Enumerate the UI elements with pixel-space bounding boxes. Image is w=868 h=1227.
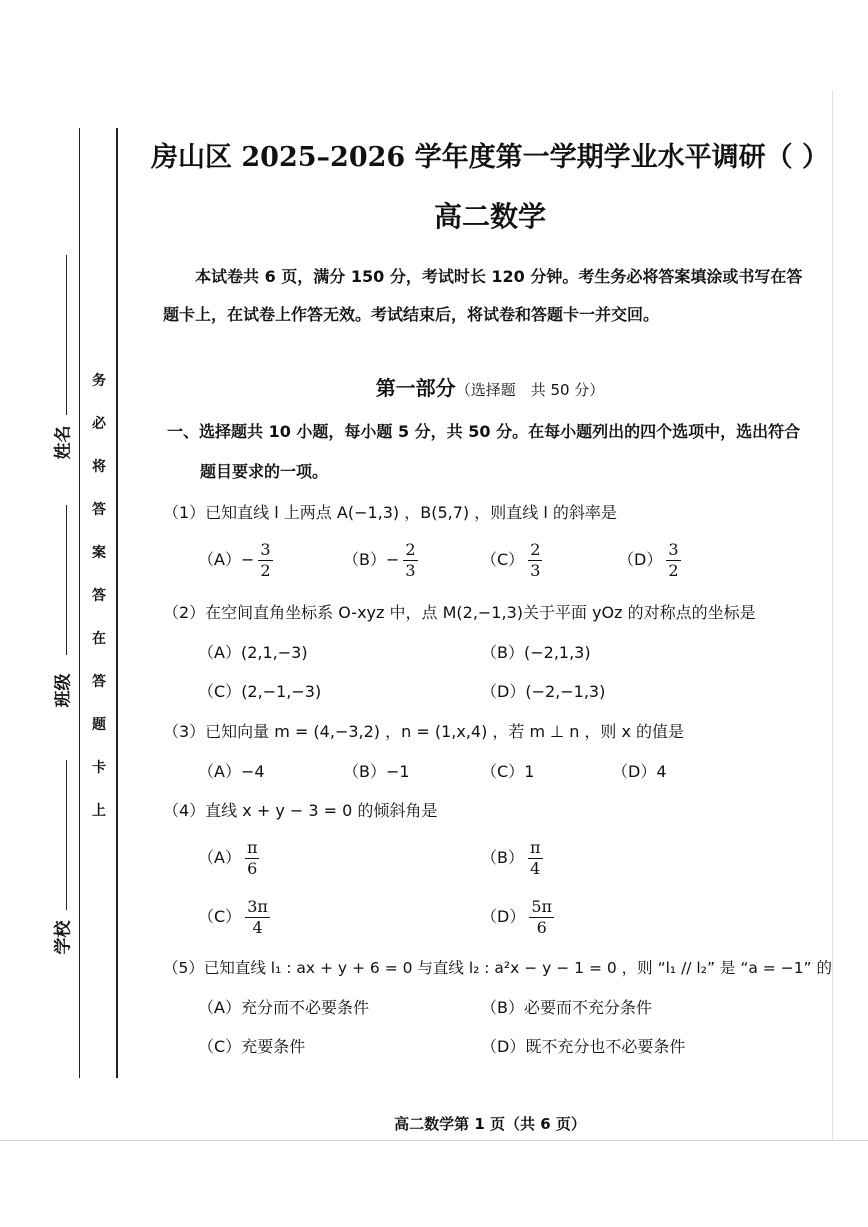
fraction-denominator: 6 [536, 918, 547, 937]
option-5b[interactable] [481, 995, 652, 1018]
class-underline [66, 505, 67, 655]
option-label: （A） [198, 550, 241, 569]
option-4c[interactable] [198, 897, 270, 938]
question-1-stem: （1）已知直线 l 上两点 A(−1,3) ，B(5,7) ，则直线 l 的斜率是 [163, 503, 617, 522]
name-label: 姓名 [53, 425, 74, 460]
option-1b[interactable] [343, 540, 418, 581]
option-text: (−2,1,3) [523, 643, 591, 662]
warning-char: 答 [92, 502, 106, 518]
binding-warning [87, 370, 111, 843]
question-5-stem: （5）已知直线 l₁ : ax + y + 6 = 0 与直线 l₂ : a²x − y − 1 = 0 ，则 “l₁ // l₂” 是 “a = −1” 的 [163, 959, 833, 977]
option-label: （B） [343, 550, 386, 569]
option-label: （B） [481, 848, 524, 867]
fraction-numerator: π [529, 838, 541, 857]
fraction-denominator: 3 [530, 561, 541, 580]
fraction-numerator: 5π [531, 897, 553, 916]
section-note: （选择题 共 50 分） [455, 381, 605, 399]
question-3-stem: （3）已知向量 m = (4,−3,2) ，n = (1,x,4) ，若 m ⊥ n ，则 x 的值是 [163, 722, 685, 741]
fraction-denominator: 2 [260, 561, 271, 580]
page-footer: 高二数学第 1 页（共 6 页） [394, 1115, 586, 1133]
option-1a[interactable] [198, 540, 273, 581]
option-4d[interactable] [481, 897, 554, 938]
warning-char: 案 [92, 545, 106, 561]
instruction-line-2: 题目要求的一项。 [200, 462, 329, 481]
option-1d[interactable] [618, 540, 681, 581]
option-label: （A） [198, 998, 241, 1017]
option-label: （D） [481, 1037, 526, 1056]
section-heading [140, 372, 840, 401]
option-fraction [528, 838, 543, 879]
binding-line-outer [79, 128, 80, 1078]
option-fraction [666, 540, 680, 581]
option-fraction [245, 838, 260, 879]
option-text: 必要而不充分条件 [523, 998, 652, 1017]
option-3c[interactable] [481, 759, 534, 782]
class-label: 班级 [53, 673, 74, 708]
option-5a[interactable] [198, 995, 369, 1018]
option-text: 1 [524, 762, 535, 781]
option-label: （C） [198, 907, 242, 926]
option-label: （D） [481, 907, 526, 926]
warning-char: 必 [92, 416, 106, 432]
warning-char: 在 [92, 631, 106, 647]
option-fraction [258, 540, 272, 581]
option-text: −1 [385, 762, 410, 781]
fraction-numerator: 3π [247, 897, 268, 916]
fraction-numerator: 2 [530, 540, 541, 559]
option-4a[interactable] [198, 838, 259, 879]
option-text: (−2,−1,3) [525, 682, 606, 701]
option-label: （B） [343, 762, 386, 781]
fraction-denominator: 3 [405, 561, 416, 580]
option-3d[interactable] [612, 759, 667, 782]
option-label: （D） [612, 762, 657, 781]
option-text: 充分而不必要条件 [240, 998, 369, 1017]
option-text: (2,1,−3) [240, 643, 308, 662]
option-label: （D） [481, 682, 526, 701]
fraction-denominator: 4 [252, 918, 263, 937]
option-label: （C） [198, 682, 242, 701]
fraction-numerator: 3 [668, 540, 679, 559]
section-instruction [167, 412, 817, 492]
option-text: 充要条件 [241, 1037, 306, 1056]
warning-char: 答 [92, 674, 106, 690]
warning-char: 将 [92, 459, 106, 475]
school-label: 学校 [53, 920, 74, 955]
option-fraction [403, 540, 417, 581]
warning-char: 上 [92, 803, 106, 819]
option-4b[interactable] [481, 838, 543, 879]
option-text: 既不充分也不必要条件 [525, 1037, 686, 1056]
section-title: 第一部分 [375, 376, 456, 400]
option-label: （C） [481, 550, 525, 569]
fraction-denominator: 4 [530, 859, 541, 878]
option-label: （B） [481, 998, 524, 1017]
warning-char: 务 [92, 373, 106, 389]
option-1c[interactable] [481, 540, 542, 581]
instruction-line-1: 一、选择题共 10 小题，每小题 5 分，共 50 分。在每小题列出的四个选项中，选出符合 [167, 422, 801, 441]
exam-subject: 高二数学 [433, 200, 546, 233]
scan-edge [0, 1140, 868, 1141]
exam-intro: 本试卷共 6 页，满分 150 分，考试时长 120 分钟。考生务必将答案填涂或书写在答题卡上，在试卷上作答无效。考试结束后，将试卷和答题卡一并交回。 [163, 267, 803, 324]
warning-char: 答 [92, 588, 106, 604]
option-2a[interactable] [198, 640, 308, 663]
fraction-numerator: 3 [260, 540, 271, 559]
option-fraction [528, 540, 542, 581]
option-text: (2,−1,−3) [241, 682, 322, 701]
fraction-numerator: 2 [405, 540, 416, 559]
option-label: （B） [481, 643, 524, 662]
option-label: （A） [198, 643, 241, 662]
option-2d[interactable] [481, 679, 605, 702]
option-label: （C） [198, 1037, 242, 1056]
option-3b[interactable] [343, 759, 410, 782]
warning-char: 题 [92, 717, 106, 733]
option-text: −4 [240, 762, 265, 781]
question-4-stem: （4）直线 x + y − 3 = 0 的倾斜角是 [163, 801, 438, 820]
option-5c[interactable] [198, 1034, 305, 1057]
option-label: （A） [198, 848, 241, 867]
option-label: （C） [481, 762, 525, 781]
school-underline [66, 760, 67, 910]
exam-title: 房山区 2025–2026 学年度第一学期学业水平调研（ ） [151, 142, 829, 173]
option-text: 4 [656, 762, 667, 781]
option-3a[interactable] [198, 759, 265, 782]
option-label: （A） [198, 762, 241, 781]
fraction-numerator: π [246, 838, 258, 857]
warning-char: 卡 [92, 760, 106, 776]
binding-line-inner [116, 128, 118, 1078]
option-sign: − [385, 550, 400, 569]
option-5d[interactable] [481, 1034, 685, 1057]
fraction-denominator: 2 [668, 561, 679, 580]
option-2c[interactable] [198, 679, 321, 702]
scan-edge-right [832, 90, 833, 1140]
option-sign: − [240, 550, 255, 569]
question-2-stem: （2）在空间直角坐标系 O-xyz 中，点 M(2,−1,3)关于平面 yOz 的对称点的坐标是 [163, 603, 756, 622]
fraction-denominator: 6 [247, 859, 258, 878]
option-fraction [245, 897, 270, 938]
option-2b[interactable] [481, 640, 591, 663]
option-label: （D） [618, 550, 663, 569]
option-fraction [529, 897, 554, 938]
name-underline [66, 255, 67, 415]
